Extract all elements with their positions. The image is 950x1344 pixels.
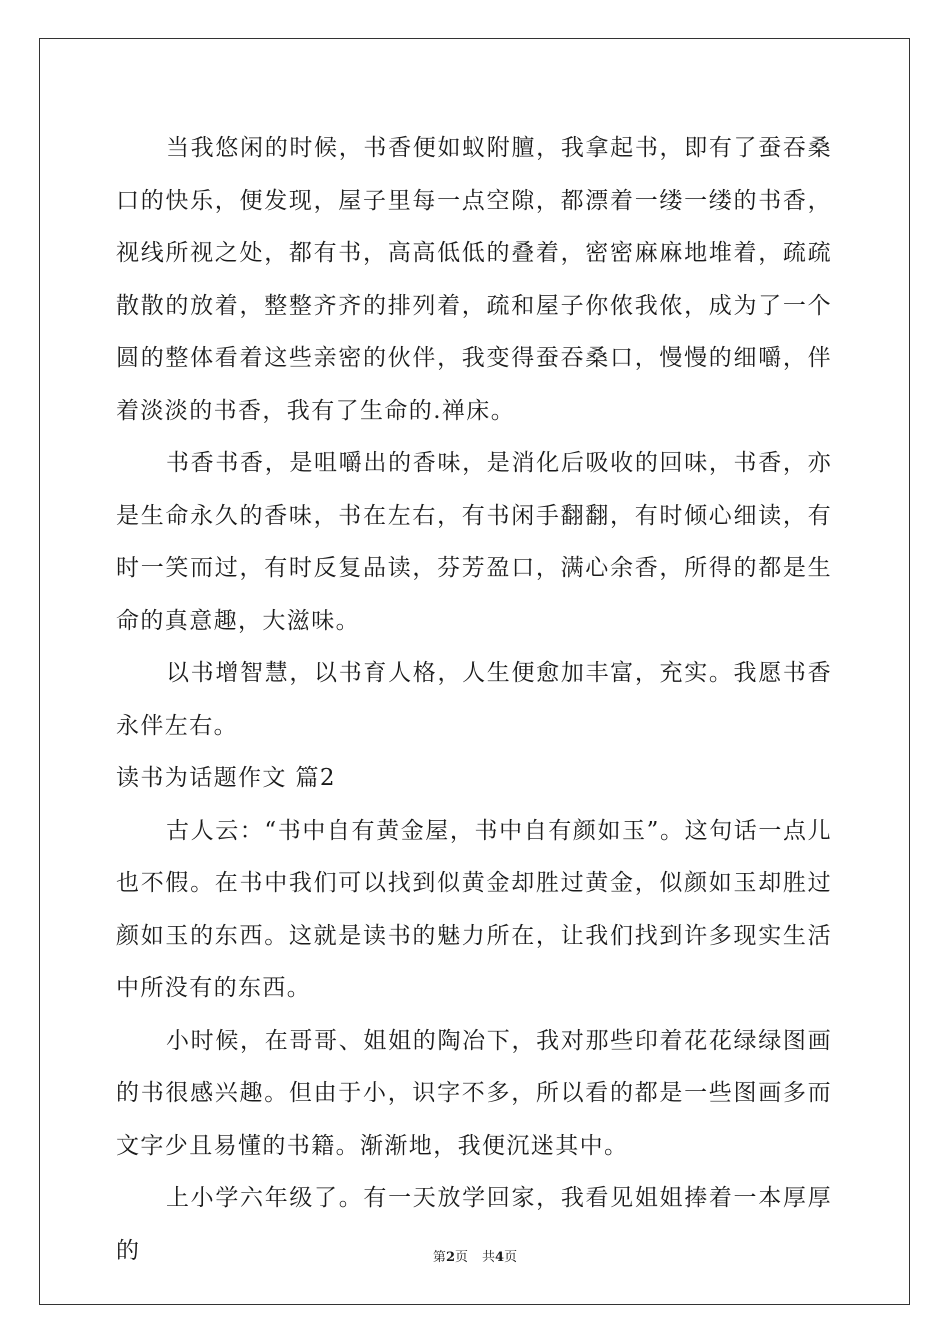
paragraph-3: 以书增智慧，以书育人格，人生便愈加丰富，充实。我愿书香永伴左右。 [116,660,832,739]
footer-prefix: 第 [432,1250,446,1265]
footer-total-suffix: 页 [504,1250,518,1265]
section-heading: 读书为话题作文 篇2 [116,765,336,791]
footer-page-number: 2 [445,1250,455,1265]
paragraph-6: 上小学六年级了。有一天放学回家，我看见姐姐捧着一本厚厚的 [116,1185,832,1264]
paragraph-4: 古人云：“书中自有黄金屋，书中自有颜如玉”。这句话一点儿也不假。在书中我们可以找到似黄金却胜过黄金，似颜如玉却胜过颜如玉的东西。这就是读书的魅力所在，让我们找到许多现实生活中所没有的东西。 [116,817,832,1001]
paragraph-1: 当我悠闲的时候，书香便如蚁附膻，我拿起书，即有了蚕吞桑口的快乐，便发现，屋子里每一点空隙，都漂着一缕一缕的书香，视线所视之处，都有书，高高低低的叠着，密密麻麻地堆着，疏疏散散的放着，整整齐齐的排列着，疏和屋子你侬我侬，成为了一个圆的整体看着这些亲密的伙伴，我变得蚕吞桑口，慢慢的细嚼，伴着淡淡的书香，我有了生命的.禅床。 [116,135,832,424]
paragraph-5: 小时候，在哥哥、姐姐的陶冶下，我对那些印着花花绿绿图画的书很感兴趣。但由于小，识字不多，所以看的都是一些图画多而文字少且易懂的书籍。渐渐地，我便沉迷其中。 [116,1027,832,1159]
paragraph-2: 书香书香，是咀嚼出的香味，是消化后吸收的回味，书香，亦是生命永久的香味，书在左右，有书闲手翻翻，有时倾心细读，有时一笑而过，有时反复品读，芬芳盈口，满心余香，所得的都是生命的真意趣，大滋味。 [116,450,832,634]
footer-total-prefix: 共 [482,1250,496,1265]
footer-page-suffix: 页 [454,1250,468,1265]
page-footer [0,1246,950,1265]
document-body [116,122,832,1277]
footer-total-pages: 4 [495,1250,505,1265]
